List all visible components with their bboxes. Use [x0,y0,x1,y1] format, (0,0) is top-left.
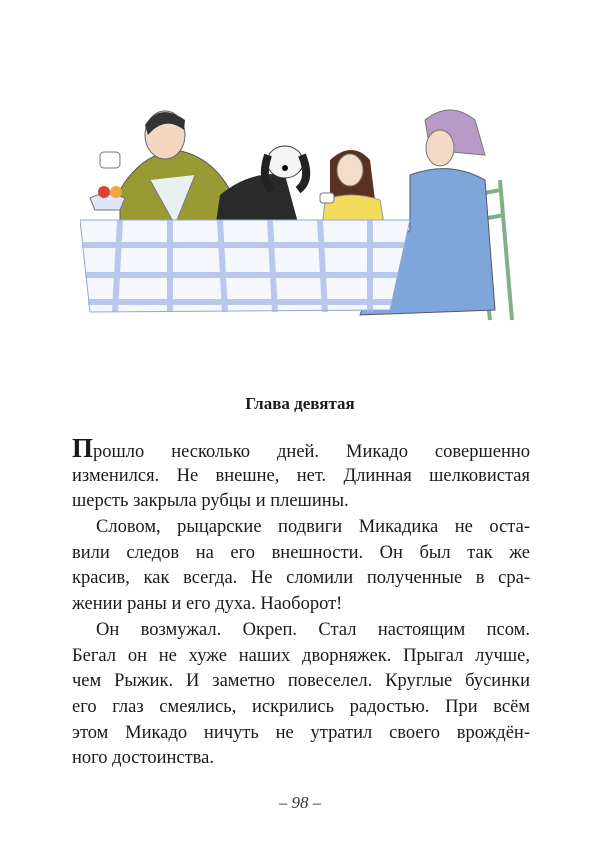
text-line: красив, как всегда. Не сломили полученные в сра- [72,568,530,589]
illustration-family-at-table [80,80,520,325]
text-line: Прошло несколько дней. Микадо совершенно [72,433,530,463]
text-line: Словом, рыцарские подвиги Микадика не оста- [96,517,530,538]
page-number: – 98 – [278,793,322,812]
text-line: ного достоинства. [72,748,215,769]
text-line: этом Микадо ничуть не утратил своего врождён- [72,722,530,743]
body-text [72,433,530,772]
checkered-tablecloth [80,220,410,312]
text-line: его глаз смеялись, искрились радостью. При всём [72,696,530,717]
man-figure [90,111,235,230]
text-line: Он возмужал. Окреп. Стал настоящим псом. [96,619,530,640]
girl-figure [320,150,385,230]
text-line: жении раны и его духа. Наоборот! [72,594,343,615]
text-line: Бегал он не хуже наших дворняжек. Прыгал лучше, [72,645,530,666]
text-line: шерсть закрыла рубцы и плешины. [72,491,349,512]
drop-cap: П [72,433,94,463]
text-line: чем Рыжик. И заметно повеселел. Круглые бусинки [72,671,530,692]
text-line: изменился. Не внешне, нет. Длинная шелковистая [72,465,530,486]
chapter-title: Глава девятая [245,394,355,413]
text-line: вили следов на его внешности. Он был так же [72,542,530,563]
